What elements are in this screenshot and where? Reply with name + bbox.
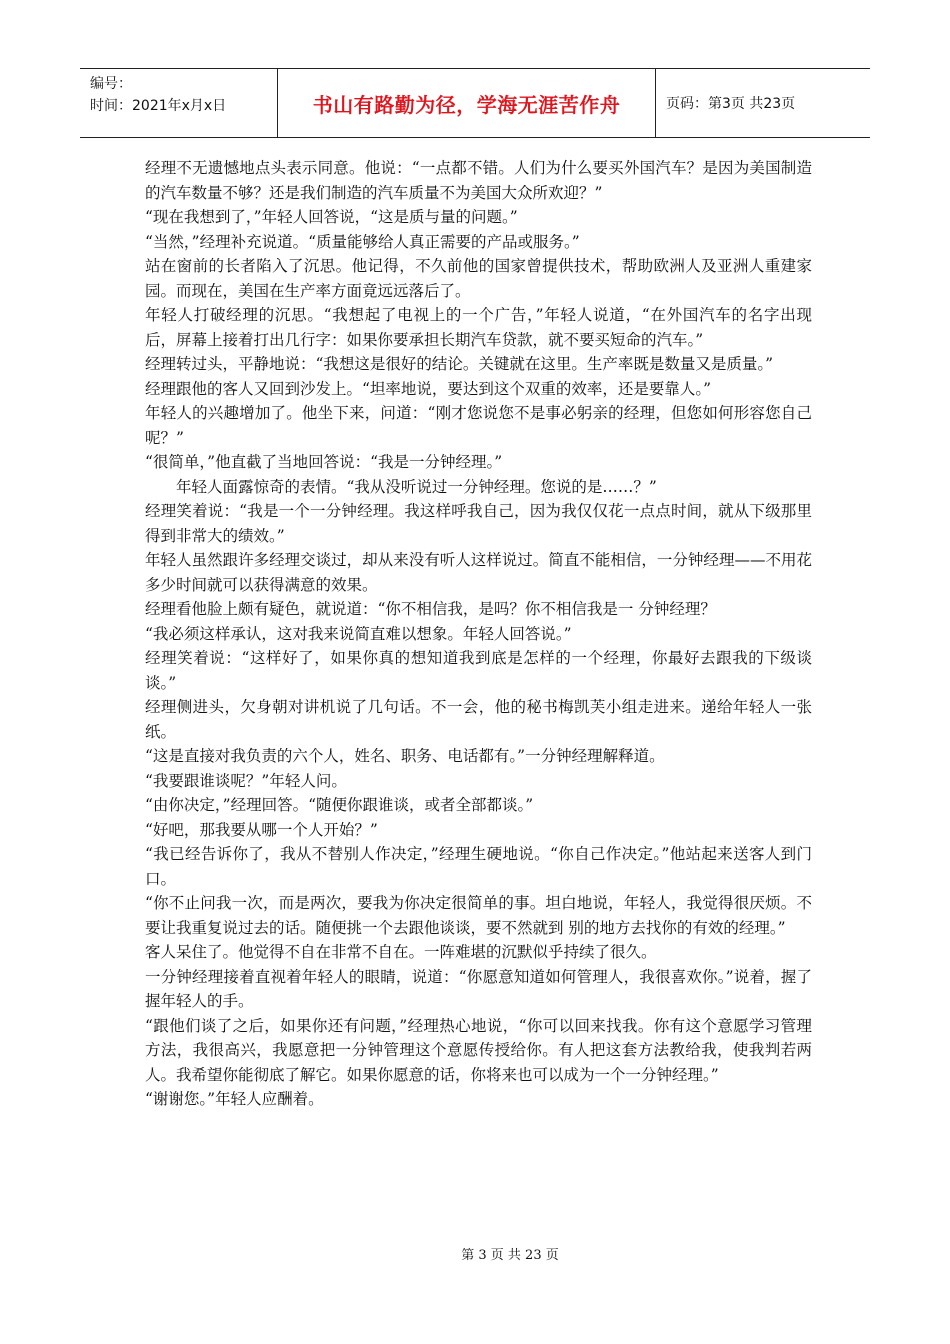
paragraph: 年轻人打破经理的沉思。“我想起了电视上的一个广告，”年轻人说道，“在外国汽车的名字出现后，屏幕上接着打出几行字：如果你要承担长期汽车贷款，就不要买短命的汽车。”	[145, 306, 812, 349]
paragraph: “这是直接对我负责的六个人，姓名、职务、电话都有。”一分钟经理解释道。	[145, 747, 665, 765]
paragraph: 经理看他脸上颇有疑色，就说道：“你不相信我，是吗？你不相信我是一 分钟经理？	[145, 600, 716, 618]
paragraph: “我要跟谁谈呢？”年轻人问。	[145, 771, 347, 790]
paragraph: 经理笑着说：“这样好了，如果你真的想知道我到底是怎样的一个经理，你最好去跟我的下级谈谈。”	[145, 649, 812, 692]
page-footer: 第 3 页 共 23 页	[461, 1248, 559, 1263]
paragraph: “我已经告诉你了，我从不替别人作决定，”经理生硬地说。“你自己作决定。”他站起来送客人到门口。	[145, 845, 812, 888]
paragraph: 一分钟经理接着直视着年轻人的眼睛，说道：“你愿意知道如何管理人，我很喜欢你。”说着，握了握年轻人的手。	[145, 967, 812, 1010]
paragraph: “当然，”经理补充说道。“质量能够给人真正需要的产品或服务。”	[145, 232, 580, 251]
paragraph: “好吧，那我要从哪一个人开始？”	[145, 820, 378, 839]
paragraph: 客人呆住了。他觉得不自在非常不自在。一阵难堪的沉默似乎持续了很久。	[145, 943, 657, 961]
paragraph: 经理笑着说：“我是一个一分钟经理。我这样呼我自己，因为我仅仅花一点点时间，就从下级那里得到非常大的绩效。”	[145, 502, 812, 545]
header-meta	[80, 69, 278, 137]
paragraph: “跟他们谈了之后，如果你还有问题，”经理热心地说，“你可以回来找我。你有这个意愿学习管理方法，我很高兴，我愿意把一分钟管理这个意愿传授给你。有人把这套方法教给我，使我判若两人。我希望你能彻底了解它。如果你愿意的话，你将来也可以成为一个一分钟经理。”	[145, 1016, 812, 1084]
paragraph: “你不止问我一次，而是两次，要我为你决定很简单的事。坦白地说，年轻人，我觉得很厌烦。不要让我重复说过去的话。随便挑一个去跟他谈谈，要不然就到 别的地方去找你的有效的经理。”	[145, 894, 812, 937]
paragraph: 站在窗前的长者陷入了沉思。他记得，不久前他的国家曾提供技术，帮助欧洲人及亚洲人重建家园。而现在，美国在生产率方面竟远远落后了。	[145, 257, 812, 300]
paragraph: 经理转过头，平静地说：“我想这是很好的结论。关键就在这里。生产率既是数量又是质量。”	[145, 355, 774, 373]
paragraph: 经理跟他的客人又回到沙发上。“坦率地说，要达到这个双重的效率，还是要靠人。”	[145, 379, 712, 398]
header-motto: 书山有路勤为径，学海无涯苦作舟	[278, 69, 656, 137]
document-header	[80, 68, 870, 138]
paragraph: 年轻人的兴趣增加了。他坐下来，问道：“刚才您说您不是事必躬亲的经理，但您如何形容您自己呢？”	[145, 404, 812, 447]
document-body	[145, 156, 812, 1112]
paragraph: “很简单，”他直截了当地回答说：“我是一分钟经理。”	[145, 453, 503, 471]
header-page-info: 页码：第3页 共23页	[666, 96, 796, 112]
number-label: 编号：	[90, 76, 132, 92]
paragraph: “现在我想到了，”年轻人回答说，“这是质与量的问题。”	[145, 208, 518, 226]
paragraph: 年轻人面露惊奇的表情。“我从没听说过一分钟经理。您说的是……？”	[176, 477, 657, 496]
time-label: 时间：2021年x月x日	[90, 98, 227, 114]
paragraph: 年轻人虽然跟许多经理交谈过，却从来没有听人这样说过。简直不能相信，一分钟经理——不用花多少时间就可以获得满意的效果。	[145, 551, 812, 594]
paragraph: 经理侧进头，欠身朝对讲机说了几句话。不一会，他的秘书梅凯芙小组走进来。递给年轻人一张纸。	[145, 698, 812, 741]
paragraph: “由你决定，”经理回答。“随便你跟谁谈，或者全部都谈。”	[145, 796, 534, 814]
paragraph: “我必须这样承认，这对我来说简直难以想象。年轻人回答说。”	[145, 624, 572, 643]
paragraph: “谢谢您。”年轻人应酬着。	[145, 1090, 324, 1108]
paragraph: 经理不无遗憾地点头表示同意。他说：“一点都不错。人们为什么要买外国汽车？是因为美国制造的汽车数量不够？还是我们制造的汽车质量不为美国大众所欢迎？”	[145, 159, 812, 202]
